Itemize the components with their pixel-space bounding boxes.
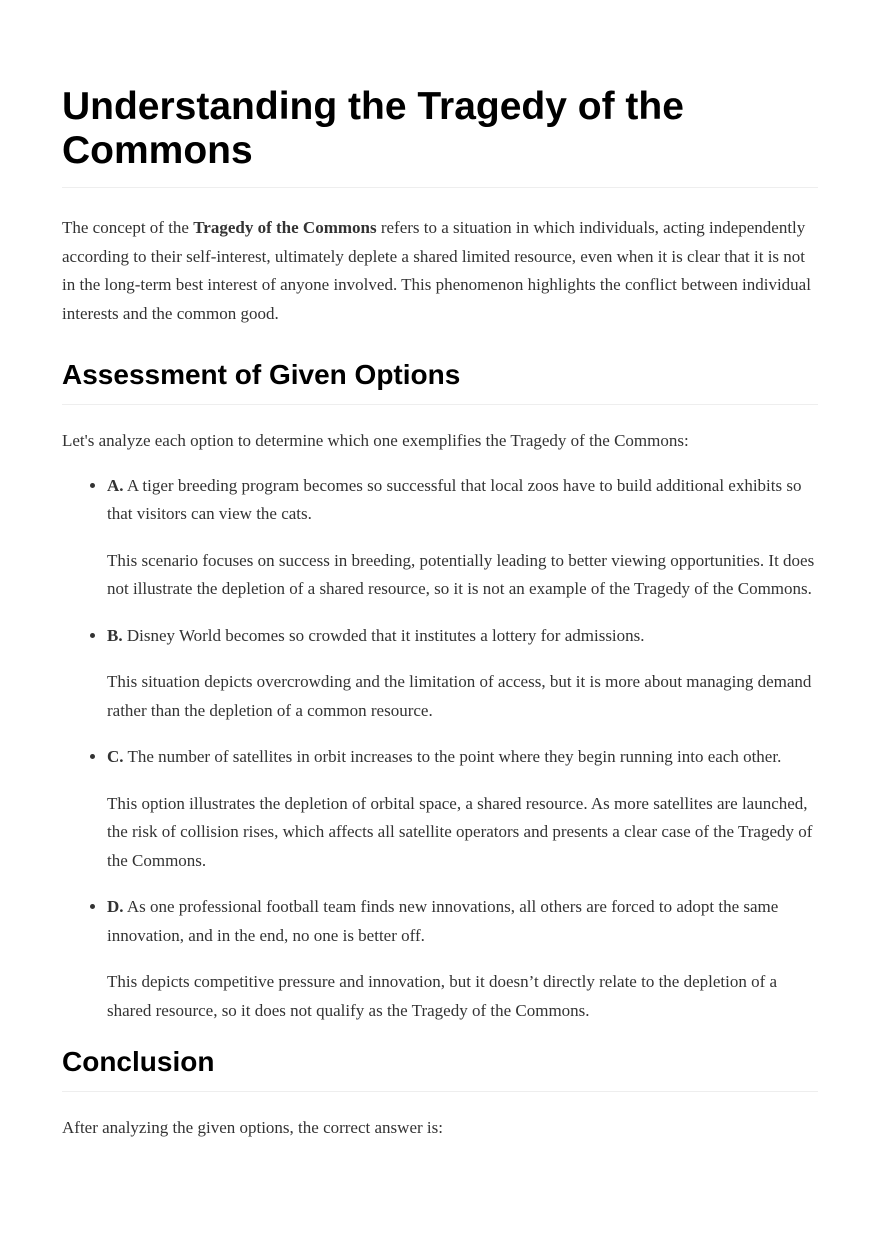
options-list <box>62 472 818 1026</box>
option-label: A. <box>107 475 124 495</box>
conclusion-text: After analyzing the given options, the correct answer is: <box>62 1118 443 1137</box>
assessment-lead: Let's analyze each option to determine which one exemplifies the Tragedy of the Commons: <box>62 431 689 450</box>
option-analysis: This depicts competitive pressure and innovation, but it doesn’t directly relate to the depletion of a shared resource, so it does not qualify as the Tragedy of the Commons. <box>107 972 778 1020</box>
option-text: The number of satellites in orbit increases to the point where they begin running into each other. <box>123 747 782 766</box>
intro-bold-term: Tragedy of the Commons <box>193 218 377 237</box>
option-label: C. <box>107 747 124 766</box>
option-label: D. <box>107 897 124 916</box>
option-text: As one professional football team finds new innovations, all others are forced to adopt the same innovation, and in the end, no one is better off. <box>107 897 779 945</box>
intro-text: The concept of the <box>62 218 194 237</box>
option-item <box>107 743 818 875</box>
intro-paragraph <box>62 214 818 328</box>
option-item <box>107 893 818 1025</box>
option-analysis: This situation depicts overcrowding and the limitation of access, but it is more about managing demand rather than the depletion of a common resource. <box>107 672 812 720</box>
page-title: Understanding the Tragedy of the Commons <box>62 0 818 188</box>
option-text: A tiger breeding program becomes so successful that local zoos have to build additional exhibits so that visitors can view the cats. <box>107 475 802 523</box>
option-analysis: This option illustrates the depletion of orbital space, a shared resource. As more satellites are launched, the risk of collision rises, which affects all satellite operators and presents a clear case of the Tragedy of the Commons. <box>107 793 813 870</box>
option-text: Disney World becomes so crowded that it institutes a lottery for admissions. <box>122 625 645 645</box>
option-analysis: This scenario focuses on success in breeding, potentially leading to better viewing opportunities. It does not illustrate the depletion of a shared resource, so it is not an example of the Tragedy of the Commons. <box>107 550 815 598</box>
intro-text-rest: refers to a situation in which individuals, acting independently according to their self-interest, ultimately deplete a shared limited resource, even when it is clear that it is not in the long-term best interest of anyone involved. This phenomenon highlights the conflict between individual interests and the common good. <box>62 218 811 323</box>
option-item <box>107 472 818 604</box>
option-label: B. <box>107 625 123 645</box>
conclusion-heading: Conclusion <box>62 1045 818 1092</box>
option-item <box>107 622 818 726</box>
assessment-heading: Assessment of Given Options <box>62 358 818 405</box>
